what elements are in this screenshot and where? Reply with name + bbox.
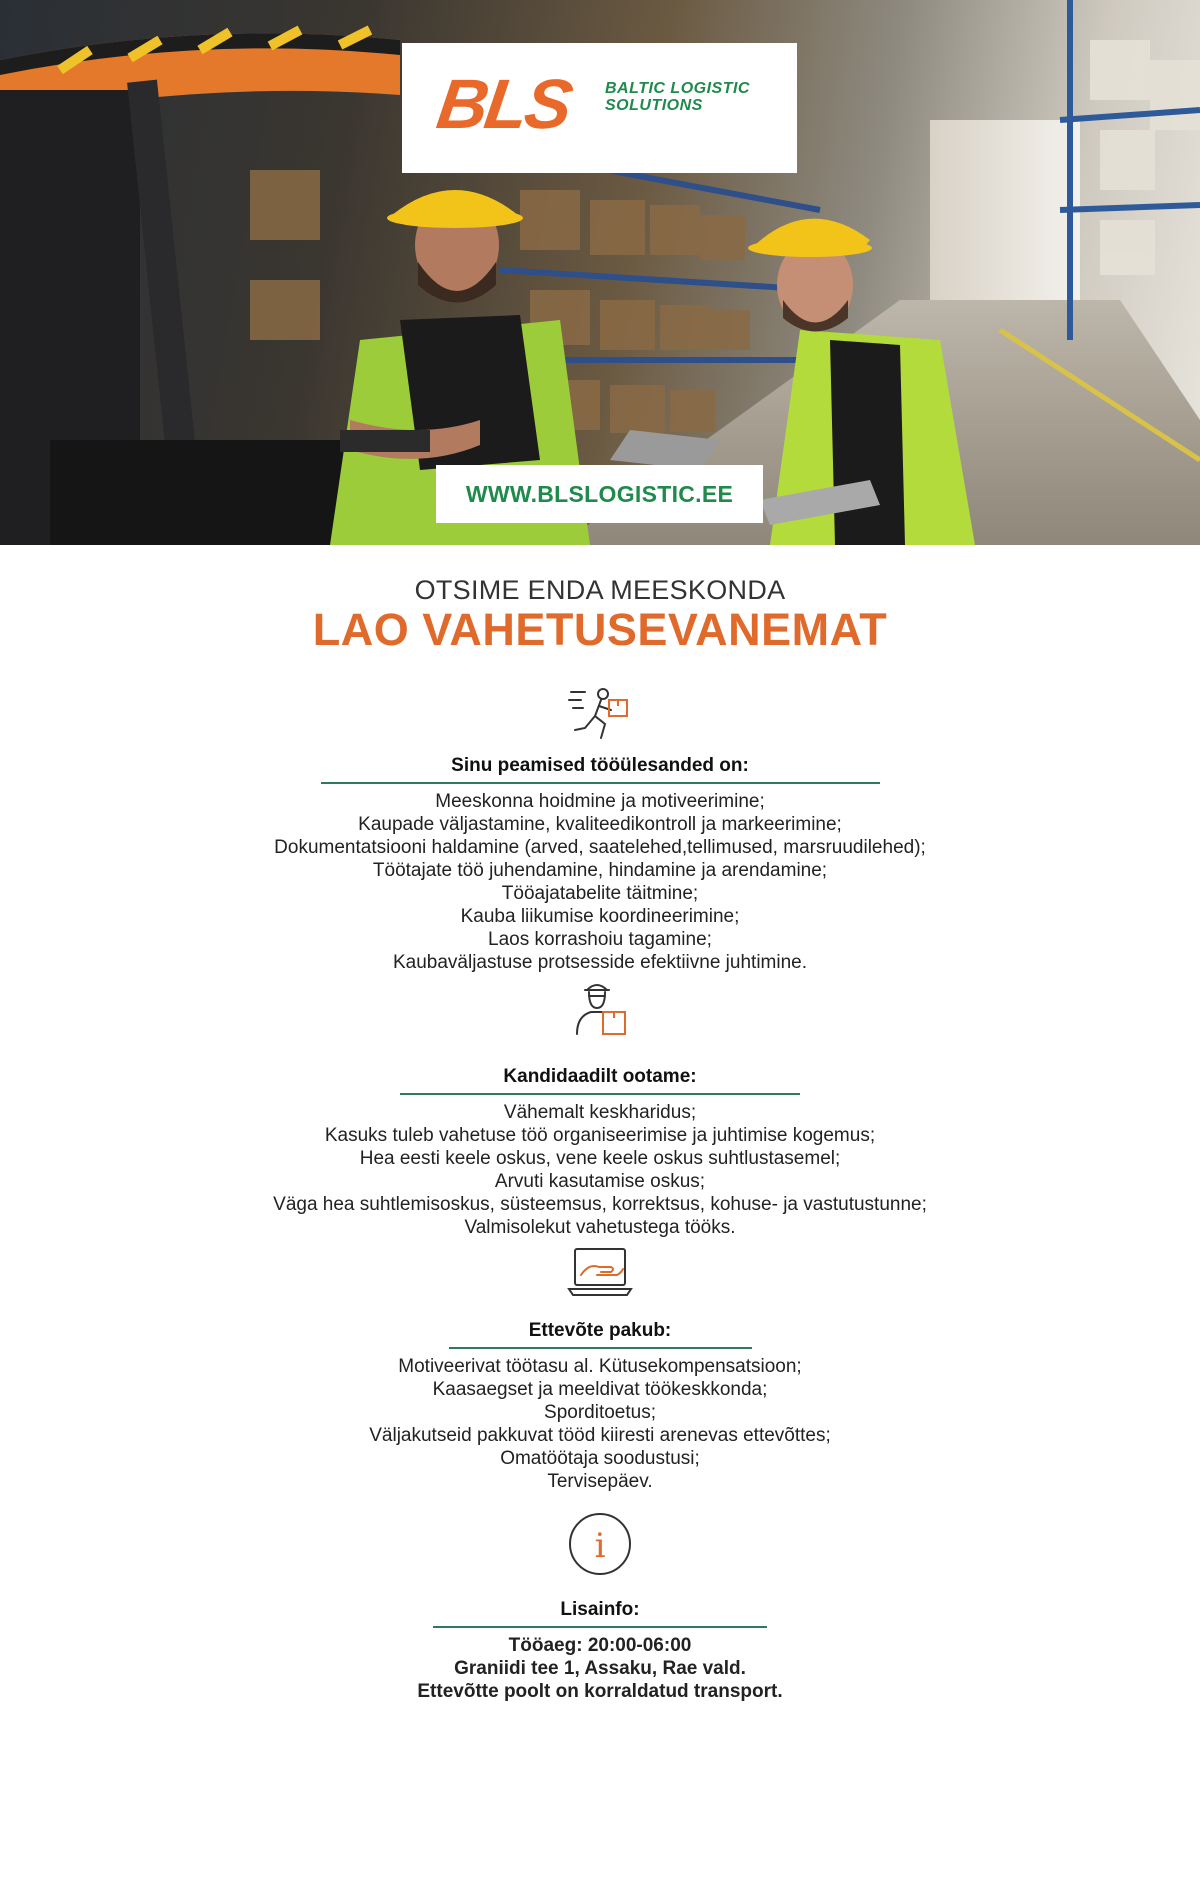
- list-item: Kasuks tuleb vahetuse töö organiseerimise ja juhtimise kogemus;: [324, 1125, 876, 1146]
- list-item: Vähemalt keskharidus;: [503, 1102, 697, 1123]
- list-item: Motiveerivat töötasu al. Kütusekompensatsioon;: [398, 1356, 802, 1377]
- list-item: Dokumentatsiooni haldamine (arved, saatelehed,tellimused, marsruudilehed);: [274, 837, 926, 858]
- offer-divider: [449, 1347, 752, 1349]
- logo-line-2: SOLUTIONS: [605, 97, 703, 114]
- list-item: Valmisolekut vahetustega tööks.: [464, 1217, 736, 1238]
- list-item: Tööaeg: 20:00-06:00: [508, 1635, 692, 1656]
- list-item: Kaupade väljastamine, kvaliteedikontroll ja markeerimine;: [358, 814, 842, 835]
- list-item: Ettevõtte poolt on korraldatud transport.: [417, 1681, 783, 1702]
- offer-section: [0, 1245, 1200, 1493]
- running-courier-icon: [567, 684, 633, 750]
- info-section: [0, 1511, 1200, 1703]
- requirements-section: [0, 978, 1200, 1239]
- requirements-heading: Kandidaadilt ootame:: [503, 1066, 697, 1087]
- info-icon-glyph: i: [594, 1526, 606, 1566]
- logo-line-1: BALTIC LOGISTIC: [605, 80, 750, 97]
- duties-divider: [321, 782, 880, 784]
- list-item: Hea eesti keele oskus, vene keele oskus suhtlustasemel;: [359, 1148, 841, 1169]
- list-item: Töötajate töö juhendamine, hindamine ja arendamine;: [372, 860, 828, 881]
- list-item: Tööajatabelite täitmine;: [501, 883, 699, 904]
- list-item: Meeskonna hoidmine ja motiveerimine;: [435, 791, 765, 812]
- bls-logo-text: [605, 80, 750, 114]
- hero-image: [0, 0, 1200, 545]
- list-item: Kaubaväljastuse protsesside efektiivne juhtimine.: [392, 952, 807, 973]
- bls-logo-mark: BLS: [432, 65, 575, 143]
- list-item: Väga hea suhtlemisoskus, süsteemsus, korrektsus, kohuse- ja vastutustunne;: [273, 1194, 927, 1215]
- website-link[interactable]: WWW.BLSLOGISTIC.EE: [465, 480, 734, 507]
- list-item: Tervisepäev.: [547, 1471, 653, 1492]
- list-item: Sporditoetus;: [544, 1402, 656, 1423]
- info-icon: [567, 1511, 633, 1577]
- list-item: Väljakutseid pakkuvat tööd kiiresti arenevas ettevõttes;: [369, 1425, 831, 1446]
- website-box[interactable]: [436, 465, 763, 523]
- hand-laptop-icon: [567, 1245, 633, 1301]
- list-item: Kauba liikumise koordineerimine;: [460, 906, 740, 927]
- list-item: Arvuti kasutamise oskus;: [494, 1171, 706, 1192]
- requirements-divider: [400, 1093, 800, 1095]
- duties-section: [0, 684, 1200, 974]
- info-heading: Lisainfo:: [560, 1599, 640, 1620]
- info-divider: [433, 1626, 767, 1628]
- list-item: Laos korrashoiu tagamine;: [488, 929, 712, 950]
- page-title: LAO VAHETUSEVANEMAT: [312, 604, 888, 655]
- list-item: Graniidi tee 1, Assaku, Rae vald.: [454, 1658, 746, 1679]
- duties-heading: Sinu peamised tööülesanded on:: [451, 755, 749, 776]
- list-item: Omatöötaja soodustusi;: [500, 1448, 700, 1469]
- offer-heading: Ettevõte pakub:: [528, 1320, 672, 1341]
- page-subtitle: OTSIME ENDA MEESKONDA: [414, 575, 786, 605]
- list-item: Kaasaegset ja meeldivat töökeskkonda;: [432, 1379, 768, 1400]
- worker-with-box-icon: [567, 978, 633, 1044]
- logo-box: [402, 43, 797, 173]
